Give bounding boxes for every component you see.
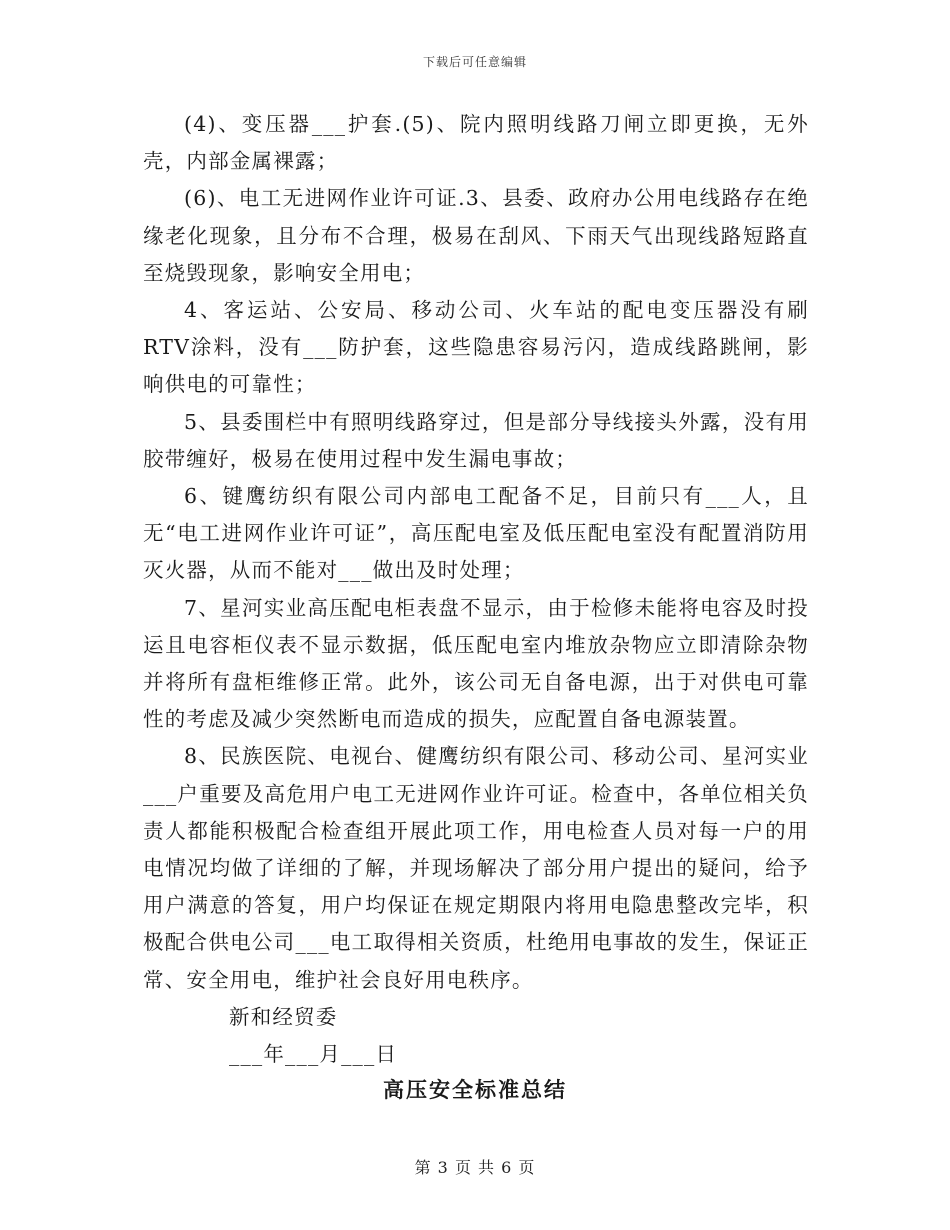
paragraph-item-6: (6)、电工无进网作业许可证.3、县委、政府办公用电线路存在绝缘老化现象，且分布不合理，极易在刮风、下雨天气出现线路短路直至烧毁现象，影响安全用电； (143, 186, 809, 285)
paragraph-item-8-summary: 8、民族医院、电视台、健鹰纺织有限公司、移动公司、星河实业___户重要及高危用户电工无进网作业许可证。检查中，各单位相关负责人都能积极配合检查组开展此项工作，用电检查人员对每一户的用电情况均做了详细的了解，并现场解决了部分用户提出的疑问，给予用户满意的答复，用户均保证在规定期限内将用电隐患整改完毕，积极配合供电公司___电工取得相关资质，杜绝用电事故的发生，保证正常、安全用电，维护社会良好用电秩序。 (143, 744, 809, 992)
paragraph-item-5-fence: 5、县委围栏中有照明线路穿过，但是部分导线接头外露，没有用胶带缠好，极易在使用过程中发生漏电事故； (143, 409, 809, 471)
paragraph-item-6-textile: 6、键鹰纺织有限公司内部电工配备不足，目前只有___人，且无“电工进网作业许可证”，高压配电室及低压配电室没有配置消防用灭火器，从而不能对___做出及时处理； (143, 484, 809, 583)
paragraph-item-4-5: (4)、变压器___护套.(5)、院内照明线路刀闸立即更换，无外壳，内部金属裸露； (143, 112, 809, 174)
paragraph-item-7-xinghe: 7、星河实业高压配电柜表盘不显示，由于检修未能将电容及时投运且电容柜仪表不显示数据，低压配电室内堆放杂物应立即清除杂物并将所有盘柜维修正常。此外，该公司无自备电源，出于对供电可靠性的考虑及减少突然断电而造成的损失，应配置自备电源装置。 (143, 595, 809, 732)
page-number: 第 3 页 共 6 页 (414, 1158, 536, 1177)
paragraph-item-4-transformers: 4、客运站、公安局、移动公司、火车站的配电变压器没有刷RTV涂料，没有___防护套，这些隐患容易污闪，造成线路跳闸，影响供电的可靠性； (143, 298, 809, 397)
document-body (143, 106, 809, 1073)
signature-date: ___年___月___日 (229, 1042, 398, 1067)
header-note: 下载后可任意编辑 (422, 55, 527, 69)
section-title: 高压安全标准总结 (383, 1077, 567, 1102)
signature-org: 新和经贸委 (229, 1004, 338, 1029)
